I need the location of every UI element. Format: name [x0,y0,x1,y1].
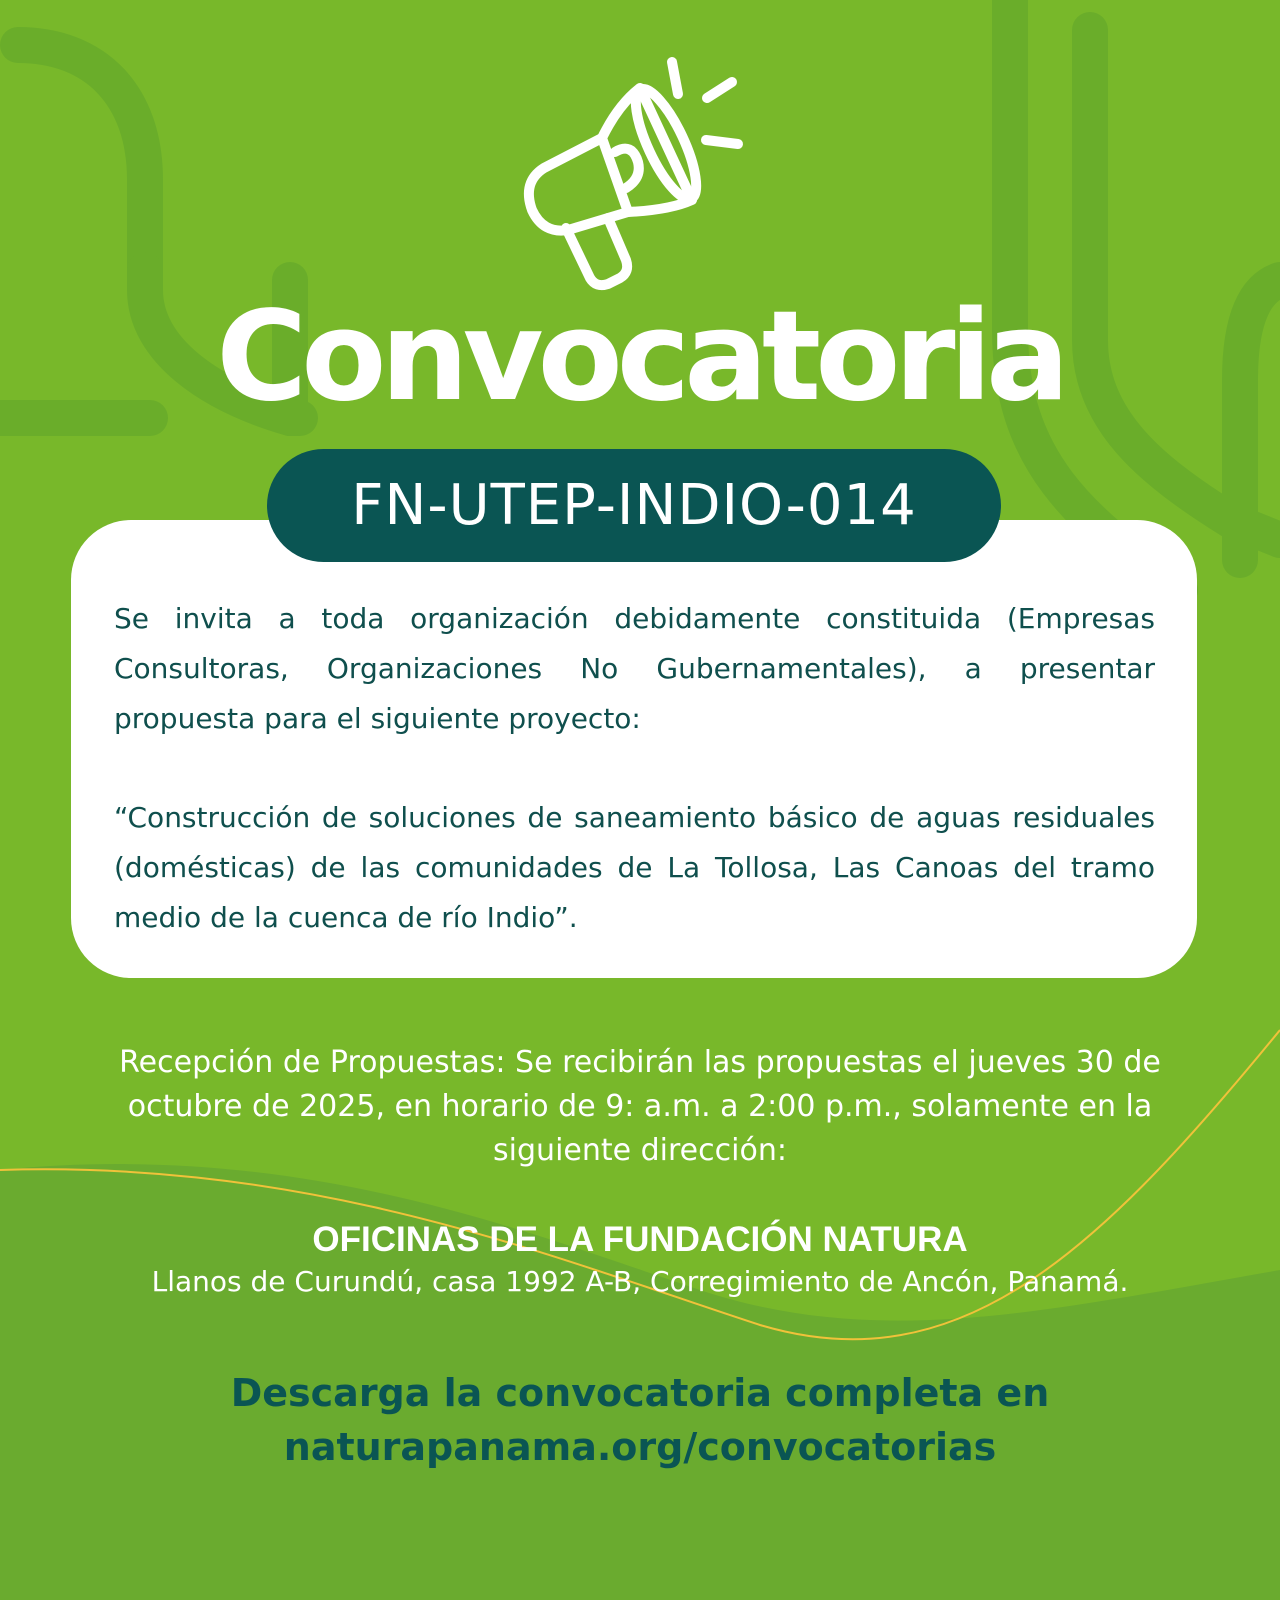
project-title: “Construcción de soluciones de saneamiento básico de aguas residuales (domésticas) de las comunidades de La Tollosa, Las Canoas del tramo medio de la cuenca de río Indio”. [114,801,1155,934]
download-url: naturapanama.org/convocatorias [283,1425,997,1469]
office-address: Llanos de Curundú, casa 1992 A-B, Corregimiento de Ancón, Panamá. [151,1265,1129,1298]
megaphone-icon [510,50,750,300]
download-text: Descarga la convocatoria completa en [230,1371,1050,1415]
content-card [71,520,1197,978]
invitation-text: Se invita a toda organización debidamente constituida (Empresas Consultoras, Organizaciones No Gubernamentales), a presentar propuesta para el siguiente proyecto: [114,602,1155,735]
page-title: Convocatoria [216,285,1064,429]
convocatoria-code-badge: FN-UTEP-INDIO-014 [267,449,1001,562]
download-call-to-action [0,1366,1280,1474]
reception-info: Recepción de Propuestas: Se recibirán las propuestas el jueves 30 de octubre de 2025, en horario de 9: a.m. a 2:00 p.m., solamente en la siguiente dirección: [119,1045,1161,1168]
office-name: OFICINAS DE LA FUNDACIÓN NATURA [312,1220,968,1259]
